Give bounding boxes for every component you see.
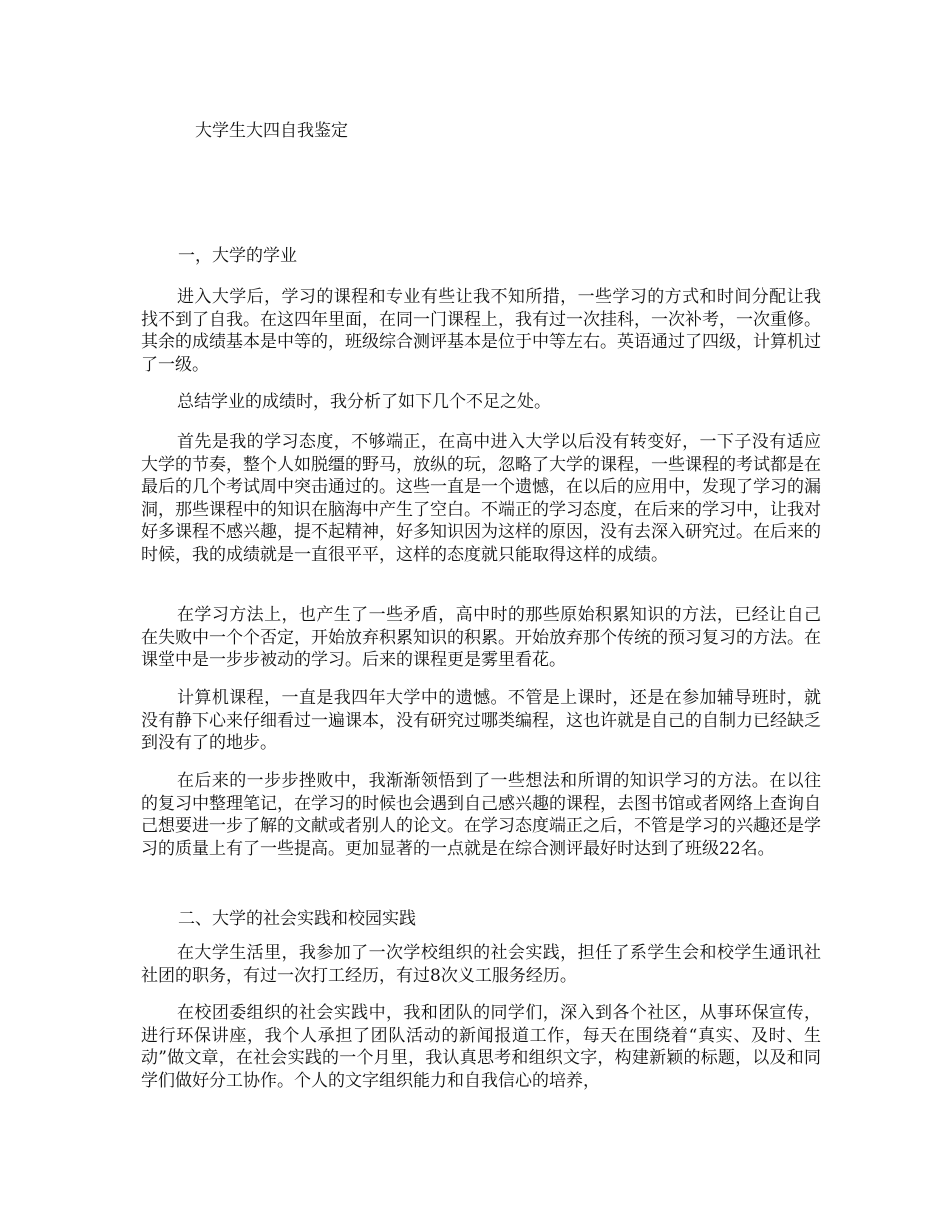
section-heading-academics: 一，大学的学业 xyxy=(178,246,297,266)
paragraph: 进入大学后，学习的课程和专业有些让我不知所措，一些学习的方式和时间分配让我找不到了自我。在这四年里面，在同一门课程上，我有过一次挂科，一次补考，一次重修。其余的成绩基本是中等的，班级综合测评基本是位于中等左右。英语通过了四级，计算机过了一级。 xyxy=(141,287,821,375)
paragraph: 在校团委组织的社会实践中，我和团队的同学们，深入到各个社区，从事环保宣传，进行环保讲座，我个人承担了团队活动的新闻报道工作，每天在围绕着“真实、及时、生动”做文章，在社会实践的一个月里，我认真思考和组织文字，构建新颖的标题，以及和同学们做好分工协作。个人的文字组织能力和自我信心的培养， xyxy=(141,1003,821,1091)
paragraph: 首先是我的学习态度，不够端正，在高中进入大学以后没有转变好，一下子没有适应大学的节奏，整个人如脱缰的野马，放纵的玩，忽略了大学的课程，一些课程的考试都是在最后的几个考试周中突击通过的。这些一直是一个遗憾，在以后的应用中，发现了学习的漏洞，那些课程中的知识在脑海中产生了空白。不端正的学习态度，在后来的学习中，让我对好多课程不感兴趣，提不起精神，好多知识因为这样的原因，没有去深入研究过。在后来的时候，我的成绩就是一直很平平，这样的态度就只能取得这样的成绩。 xyxy=(141,432,821,565)
paragraph: 在大学生活里，我参加了一次学校组织的社会实践，担任了系学生会和校学生通讯社社团的职务，有过一次打工经历，有过8次义工服务经历。 xyxy=(141,943,821,986)
paragraph: 在后来的一步步挫败中，我渐渐领悟到了一些想法和所谓的知识学习的方法。在以往的复习中整理笔记，在学习的时候也会遇到自己感兴趣的课程，去图书馆或者网络上查询自己想要进一步了解的文献或者别人的论文。在学习态度端正之后，不管是学习的兴趣还是学习的质量上有了一些提高。更加显著的一点就是在综合测评最好时达到了班级22名。 xyxy=(141,771,821,859)
paragraph: 总结学业的成绩时，我分析了如下几个不足之处。 xyxy=(177,392,551,412)
paragraph: 计算机课程，一直是我四年大学中的遗憾。不管是上课时，还是在参加辅导班时，就没有静下心来仔细看过一遍课本，没有研究过哪类编程，这也许就是自己的自制力已经缺乏到没有了的地步。 xyxy=(141,688,821,753)
section-heading-practice: 二、大学的社会实践和校园实践 xyxy=(178,909,416,929)
document-title: 大学生大四自我鉴定 xyxy=(195,121,348,141)
paragraph: 在学习方法上，也产生了一些矛盾，高中时的那些原始积累知识的方法，已经让自己在失败中一个个否定，开始放弃积累知识的积累。开始放弃那个传统的预习复习的方法。在课堂中是一步步被动的学习。后来的课程更是雾里看花。 xyxy=(141,605,821,670)
